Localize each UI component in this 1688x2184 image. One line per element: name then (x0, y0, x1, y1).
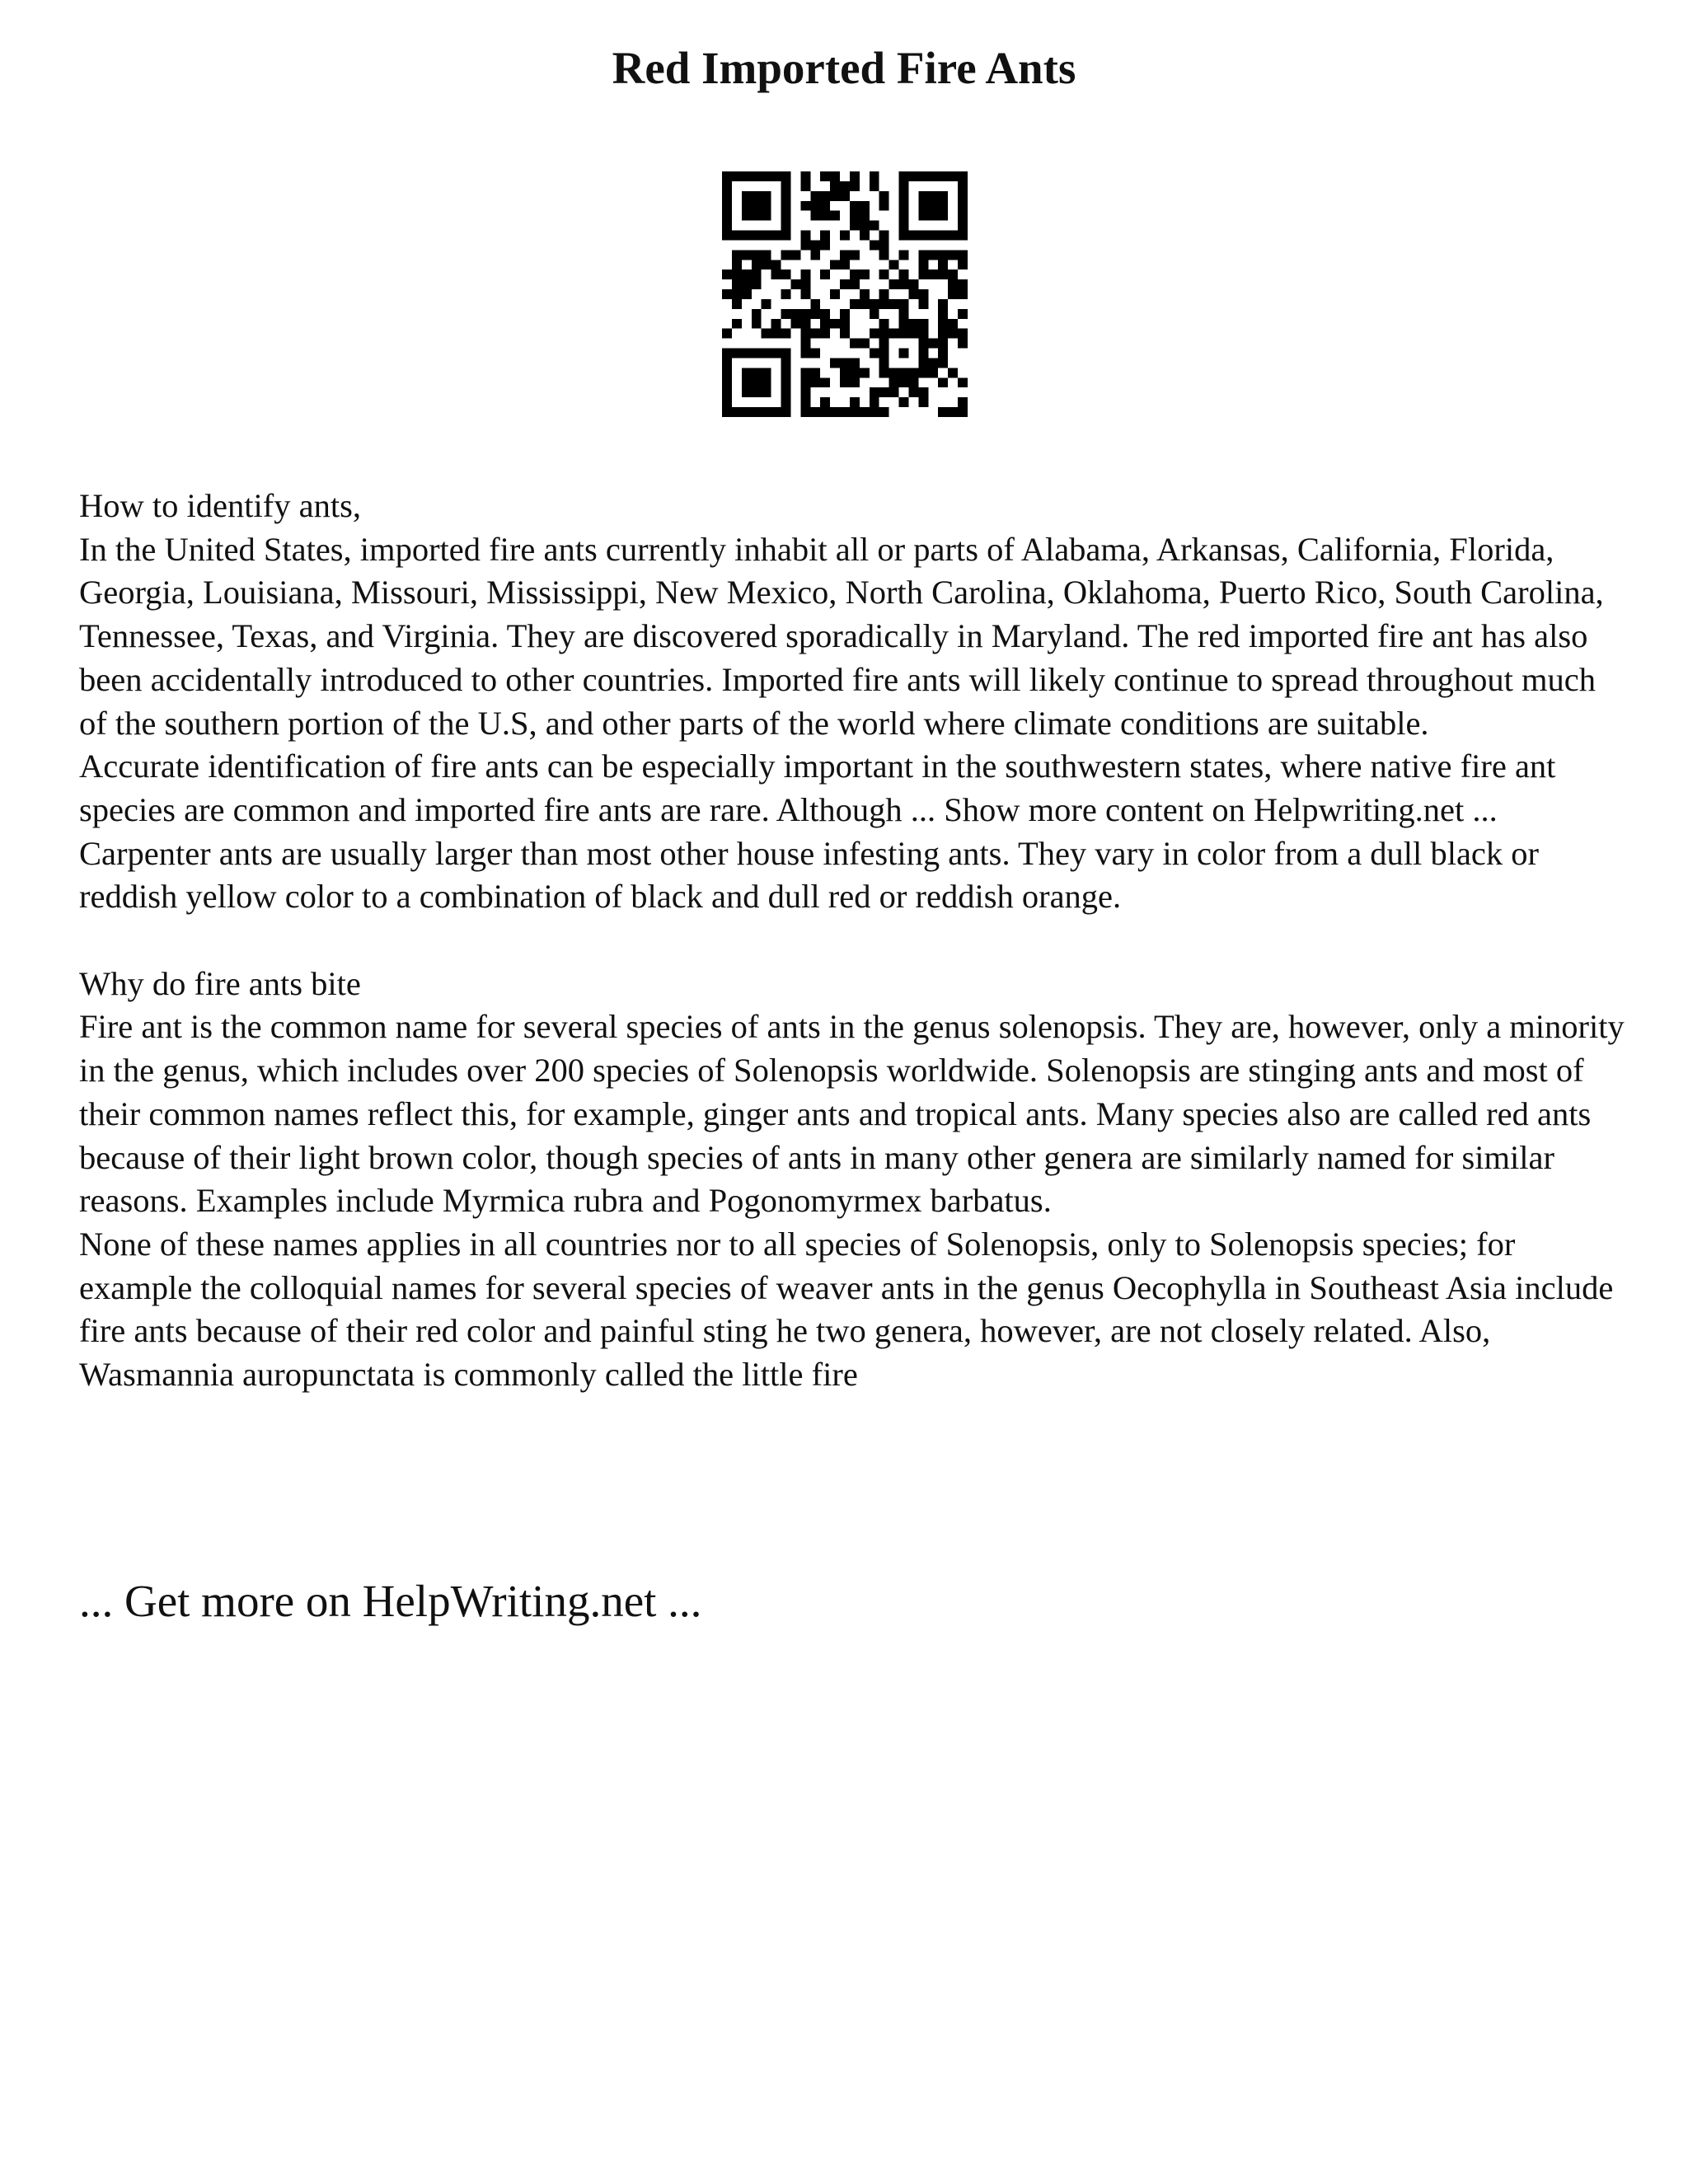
paragraph: In the United States, imported fire ants currently inhabit all or parts of Alabama, Arkansas, California, Florida, Georgia, Louisiana, Missouri, Mississippi, New Mexico, North Carolina, Oklahoma, Puerto Rico, South Carolina, Tennessee, Texas, and Virginia. They are discovered sporadically in Maryland. The red imported fire ant has also been accidentally introduced to other countries. Imported fire ants will likely continue to spread throughout much of the southern portion of the U.S, and other parts of the world where climate conditions are suitable. (79, 530, 1604, 742)
section-heading-bite: Why do fire ants bite (79, 964, 361, 1002)
document-title: Red Imported Fire Ants (612, 43, 1076, 93)
qr-code-icon[interactable] (722, 171, 968, 417)
section-heading-identify: How to identify ants, (79, 487, 361, 524)
paragraph: Accurate identification of fire ants can be especially important in the southwestern states, where native fire ant species are common and imported fire ants are rare. Although ... Show more content on Helpwriting.net ... (79, 748, 1556, 828)
document-body (79, 485, 1629, 1397)
paragraph: Carpenter ants are usually larger than most other house infesting ants. They vary in color from a dull black or reddish yellow color to a combination of black and dull red or reddish orange. (79, 834, 1540, 916)
paragraph: None of these names applies in all countries nor to all species of Solenopsis, only to Solenopsis species; for example the colloquial names for several species of weaver ants in the genus Oecophylla in Southeast Asia include fire ants because of their red color and painful sting he two genera, however, are not closely related. Also, Wasmannia auropunctata is commonly called the little fire (79, 1225, 1614, 1394)
section-spacer (79, 919, 1629, 963)
get-more-link[interactable]: ... Get more on HelpWriting.net ... (79, 1576, 702, 1626)
paragraph: Fire ant is the common name for several species of ants in the genus solenopsis. They are, however, only a minority in the genus, which includes over 200 species of Solenopsis worldwide. Solenopsis are stinging ants and most of their common names reflect this, for example, ginger ants and tropical ants. Many species also are called red ants because of their light brown color, though species of ants in many other genera are similarly named for similar reasons. Examples include Myrmica rubra and Pogonomyrmex barbatus. (79, 1008, 1625, 1220)
